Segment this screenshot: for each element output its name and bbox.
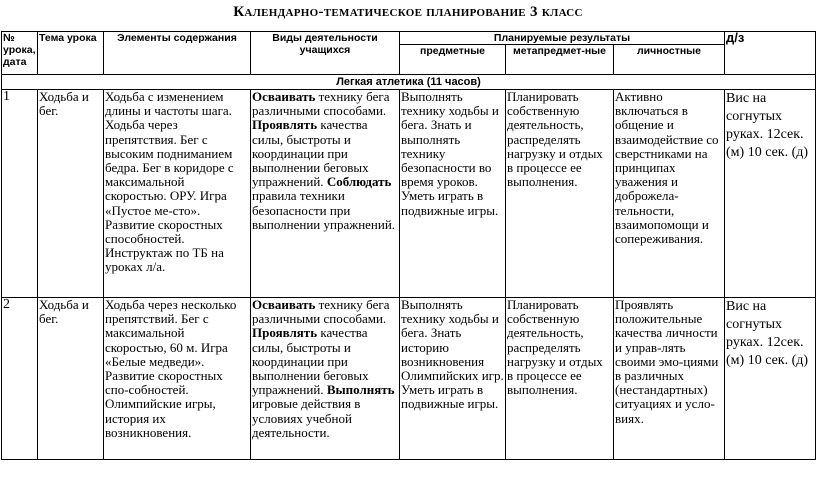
activity-verb: Выполнять [326,382,395,398]
activity-verb: Осваивать [252,297,316,312]
lesson-content: Ходьба с изменением длины и частоты шага. Ходьба через препятствия. Бег с высоким подниманием бедра. Бег в коридоре с максимальной скоростью. ОРУ. Игра «Пустое ме-сто». Развитие скоростных способностей. Инструктаж по ТБ на уроках л/а. [104,90,251,298]
lesson-activities [251,90,400,298]
activity-text: качества силы, быстроты и координации при выполнении беговых упражнений. [252,325,369,398]
header-lesson-number: № урока, дата [2,32,38,75]
activity-verb: Соблюдать [326,174,392,190]
header-content: Элементы содержания [104,32,251,75]
header-activities: Виды деятельности учащихся [251,32,400,75]
table-row [2,90,816,298]
homework: Вис на согнутых руках. 12сек. (м) 10 сек. (д) [725,298,816,460]
homework: Вис на согнутых руках. 12сек. (м) 10 сек. (д) [725,90,816,298]
activity-text: правила техники безопасности при выполнении упражнений. [252,188,396,232]
subject-results: Выполнять технику ходьбы и бега. Знать историю возникновения Олимпийских игр. Уметь играть в подвижные игры. [400,298,506,460]
header-meta-results: метапредмет-ные [506,45,614,75]
activity-text: технику бега различными способами. [252,297,390,327]
lesson-activities [251,298,400,460]
header-topic: Тема урока [38,32,104,75]
lesson-topic: Ходьба и бег. [38,298,104,460]
lesson-number: 1 [2,90,38,298]
header-personal-results: личностные [614,45,725,75]
header-subject-results: предметные [400,45,506,75]
personal-results: Активно включаться в общение и взаимодействие со сверстниками на принципах уважения и доброжела-тельности, взаимопомощи и сопереживания. [614,90,725,298]
activity-verb: Проявлять [252,117,318,133]
section-title: Легкая атлетика (11 часов) [2,75,816,90]
header-planned-results: Планируемые результаты [400,32,725,45]
lesson-topic: Ходьба и бег. [38,90,104,298]
lesson-number: 2 [2,298,38,460]
activity-text: качества силы, быстроты и координации при выполнении беговых упражнений. [252,117,369,190]
lesson-content: Ходьба через несколько препятствий. Бег с максимальной скоростью, 60 м. Игра «Белые медведи». Развитие скоростных спо-собностей. Олимпийские игры, история их возникновения. [104,298,251,460]
table-row [2,298,816,460]
personal-results: Проявлять положительные качества личности и управ-лять своими эмо-циями в различных (нестандартных) ситуациях и усло-виях. [614,298,725,460]
activity-text: технику бега различными способами. [252,89,390,119]
header-homework: д/з [725,32,816,75]
activity-verb: Осваивать [252,89,316,104]
subject-results: Выполнять технику ходьбы и бега. Знать и выполнять технику безопасности во время уроков. Уметь играть в подвижные игры. [400,90,506,298]
page-title: Календарно-тематическое планирование 3 класс [233,4,583,20]
activity-text: игровые действия в условиях учебной деятельности. [252,396,361,440]
activity-verb: Проявлять [252,325,318,341]
planning-table [1,31,816,460]
meta-results: Планировать собственную деятельность, распределять нагрузку и отдых в процессе ее выполнения. [506,90,614,298]
meta-results: Планировать собственную деятельность, распределять нагрузку и отдых в процессе ее выполнения. [506,298,614,460]
